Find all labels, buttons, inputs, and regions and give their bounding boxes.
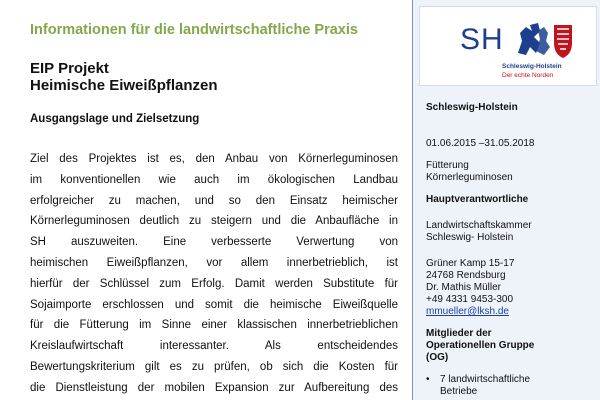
logo-letters: SH <box>460 23 504 56</box>
members-heading-line2: Operationellen Gruppe <box>426 340 535 351</box>
members-heading-line1: Mitglieder der <box>426 328 492 339</box>
list-item <box>426 374 594 398</box>
contact-name: Dr. Mathis Müller <box>426 282 502 293</box>
address-line1: Grüner Kamp 15-17 <box>426 258 515 269</box>
paragraph-line: SH auszuweiten. Eine verbesserte Verwertung von <box>30 236 398 249</box>
paragraph-line: Bewertungskriterium gilt es zu prüfen, ob sich die Kosten für <box>30 360 398 373</box>
project-period: 01.06.2015 –31.05.2018 <box>426 138 535 149</box>
org-line1: Landwirtschaftskammer <box>426 220 532 231</box>
section-heading: Ausgangslage und Zielsetzung <box>30 113 200 125</box>
paragraph-line: die Dienstleistung der mobilen Expansion zur Aufbereitung des <box>30 381 398 394</box>
paragraph-line: Sojaimporte erschlossen und somit die heimische Eiweißquelle <box>30 298 398 311</box>
org-line2: Schleswig- Holstein <box>426 232 514 243</box>
project-title-line2: Heimische Eiweißpflanzen <box>30 77 218 94</box>
paragraph-line: für die Fütterung im Sinne einer klassischen innerbetrieblichen <box>30 319 398 332</box>
state-logo <box>419 6 597 86</box>
paragraph-line: Körnerleguminosen deutlich zu steigern und die Anbaufläche in <box>30 215 398 228</box>
address-line2: 24768 Rendsburg <box>426 270 506 281</box>
logo-slogan: Der echte Norden <box>502 72 554 79</box>
member-line2: Betriebe <box>440 386 478 397</box>
topic-line1: Fütterung <box>426 160 469 171</box>
responsible-heading: Hauptverantwortliche <box>426 194 529 205</box>
member-line1: 7 landwirtschaftliche <box>440 374 531 385</box>
bullet-icon: • <box>426 374 430 385</box>
logo-state-name: Schleswig-Holstein <box>502 63 562 70</box>
body-paragraph <box>30 149 398 399</box>
info-sidebar <box>412 0 600 400</box>
topic-line2: Körnerleguminosen <box>426 172 513 183</box>
sidebar-details <box>426 102 594 398</box>
paragraph-line: hierfür der Schlüssel zum Erfolg. Damit werden Substitute für <box>30 277 398 290</box>
paragraph-line: Ziel des Projektes ist es, den Anbau von Körnerleguminosen <box>30 153 398 165</box>
paragraph-line: Kreislaufwirtschaft interessanter. Als entscheidendes <box>30 340 398 353</box>
paragraph-line: heimischen Eiweißpflanzen, vor allem innerbetrieblich, ist <box>30 256 398 269</box>
phone-number: +49 4331 9453-300 <box>426 294 514 305</box>
kicker-heading: Informationen für die landwirtschaftliche Praxis <box>30 22 358 38</box>
paragraph-line: erfolgreicher zu machen, und so den Einsatz heimischer <box>30 194 398 207</box>
email-link[interactable]: mmueller@lksh.de <box>426 306 509 317</box>
crest-lions-icon <box>516 21 576 59</box>
project-title-line1: EIP Projekt <box>30 60 109 77</box>
members-heading-line3: (OG) <box>426 352 449 363</box>
paragraph-line: im konventionellen wie auch im ökologischen Landbau <box>30 173 398 186</box>
project-title <box>30 60 218 94</box>
region-label: Schleswig-Holstein <box>426 102 518 113</box>
